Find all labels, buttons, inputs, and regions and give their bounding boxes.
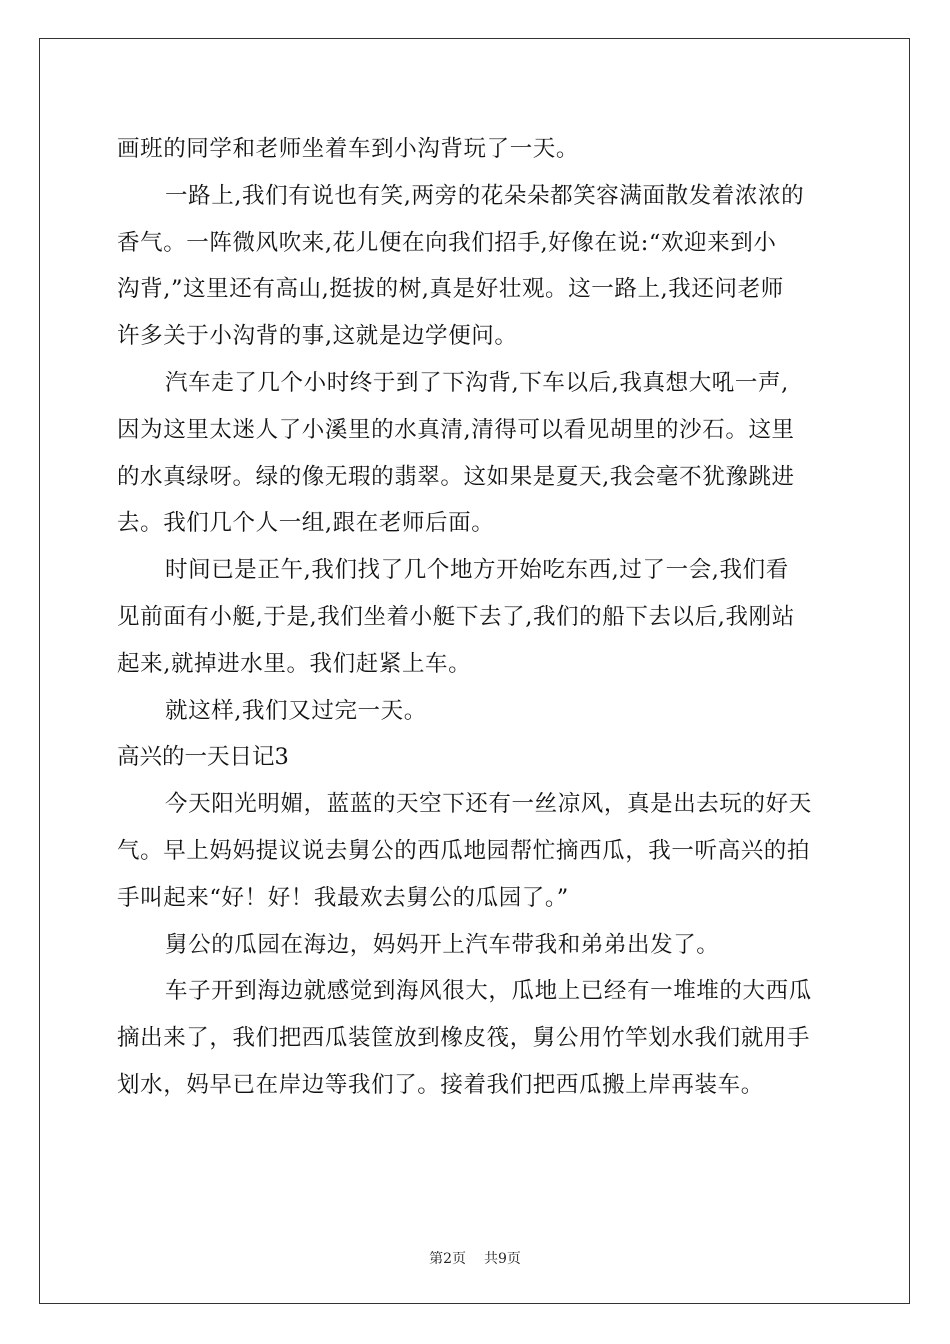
text-line: 起来,就掉进水里。我们赶紧上车。 bbox=[117, 650, 472, 677]
text-line: 划水，妈早已在岸边等我们了。接着我们把西瓜搬上岸再装车。 bbox=[117, 1071, 764, 1098]
document-body bbox=[117, 126, 833, 1109]
section-heading: 高兴的一天日记3 bbox=[117, 744, 289, 771]
page-number: 第2页 bbox=[429, 1251, 466, 1267]
text-line: 摘出来了，我们把西瓜装筐放到橡皮筏，舅公用竹竿划水我们就用手 bbox=[117, 1025, 811, 1052]
text-line: 时间已是正午,我们找了几个地方开始吃东西,过了一会,我们看 bbox=[165, 557, 789, 584]
text-line: 的水真绿呀。绿的像无瑕的翡翠。这如果是夏天,我会毫不犹豫跳进 bbox=[117, 463, 795, 490]
text-line: 今天阳光明媚，蓝蓝的天空下还有一丝凉风，真是出去玩的好天 bbox=[165, 791, 812, 818]
text-line: 就这样,我们又过完一天。 bbox=[165, 697, 427, 724]
text-line: 车子开到海边就感觉到海风很大，瓜地上已经有一堆堆的大西瓜 bbox=[165, 978, 812, 1005]
text-line: 舅公的瓜园在海边，妈妈开上汽车带我和弟弟出发了。 bbox=[165, 931, 720, 958]
text-line: 画班的同学和老师坐着车到小沟背玩了一天。 bbox=[117, 136, 580, 162]
page-total: 共9页 bbox=[484, 1251, 521, 1267]
text-line: 香气。一阵微风吹来,花儿便在向我们招手,好像在说:“欢迎来到小 bbox=[117, 229, 777, 256]
page-footer bbox=[0, 1248, 950, 1268]
text-line: 手叫起来“好！好！我最欢去舅公的瓜园了。” bbox=[117, 884, 569, 911]
text-line: 许多关于小沟背的事,这就是边学便问。 bbox=[117, 323, 518, 350]
text-line: 沟背,”这里还有高山,挺拔的树,真是好壮观。这一路上,我还问老师 bbox=[117, 276, 784, 303]
text-line: 一路上,我们有说也有笑,两旁的花朵朵都笑容满面散发着浓浓的 bbox=[165, 182, 805, 209]
text-line: 去。我们几个人一组,跟在老师后面。 bbox=[117, 510, 495, 537]
text-line: 汽车走了几个小时终于到了下沟背,下车以后,我真想大吼一声, bbox=[165, 369, 789, 396]
text-line: 气。早上妈妈提议说去舅公的西瓜地园帮忙摘西瓜，我一听高兴的拍 bbox=[117, 837, 811, 864]
text-line: 见前面有小艇,于是,我们坐着小艇下去了,我们的船下去以后,我刚站 bbox=[117, 603, 795, 630]
text-line: 因为这里太迷人了小溪里的水真清,清得可以看见胡里的沙石。这里 bbox=[117, 416, 795, 443]
